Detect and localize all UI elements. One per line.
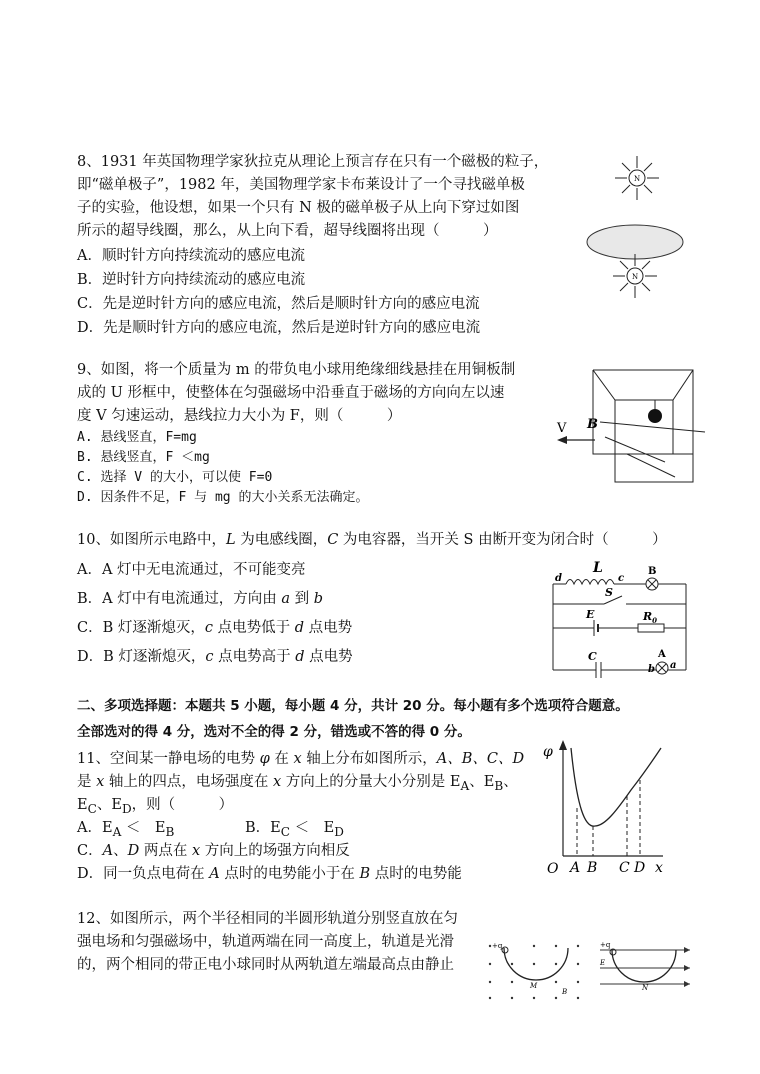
q10-capacitor-label: C	[588, 650, 597, 663]
q11-option-d: D．同一负点电荷在 A 点时的电势能小于在 B 点时的电势能	[77, 866, 462, 882]
q11-origin: O	[547, 861, 559, 877]
q10-point-b: b	[648, 664, 655, 675]
coil-branch	[553, 560, 686, 590]
q11-point-b: B	[587, 860, 598, 876]
q8-n-label-bottom: N	[632, 273, 639, 281]
q12-field-b: B	[562, 988, 568, 996]
q12-track-figure-electric	[598, 938, 693, 1003]
q10-option-c: C．B 灯逐渐熄灭，c 点电势低于 d 点电势	[77, 620, 353, 636]
q9-option-d: D. 因条件不足，F 与 mg 的大小关系无法确定。	[77, 490, 369, 505]
q10-point-a: a	[670, 660, 677, 671]
q8-stem-line-3: 子的实验，他设想，如果一个只有 N 极的磁单极子从上向下穿过如图	[77, 200, 520, 216]
q10-switch-label: S	[605, 586, 613, 599]
q10-option-b: B．A 灯中有电流通过，方向由 a 到 b	[77, 591, 324, 607]
q9-field-label: B	[587, 417, 598, 432]
monopole-top	[615, 156, 659, 200]
q10-emf-label: E	[586, 608, 595, 621]
q11-point-c: C	[619, 860, 630, 876]
q10-point-d: d	[555, 573, 562, 584]
q11-stem-line-1: 11、空间某一静电场的电势 φ 在 x 轴上分布如图所示，A、B、C、D	[77, 751, 525, 767]
battery-branch	[553, 608, 686, 636]
q11-stem-line-2: 是 x 轴上的四点，电场强度在 x 方向上的分量大小分别是 $E_A$、$E_B$、	[77, 774, 518, 793]
superconducting-ring	[587, 225, 683, 259]
q12-point-m: M	[530, 982, 538, 990]
q11-option-b: B．$E_C$ ＜ $E_D$	[245, 820, 344, 839]
q11-axis-x: x	[655, 860, 663, 876]
q10-option-d: D．B 灯逐渐熄灭，c 点电势高于 d 点电势	[77, 649, 353, 665]
q11-axis-phi: φ	[543, 744, 553, 760]
q12-track-figure-magnetic	[482, 938, 597, 1003]
q8-option-c: C．先是逆时针方向的感应电流，然后是顺时针方向的感应电流	[77, 296, 480, 312]
q8-stem-line-2: 即“磁单极子”，1982 年，美国物理学家卡布莱设计了一个寻找磁单极	[77, 177, 525, 193]
q12-point-n: N	[642, 984, 649, 992]
q10-inductor-label: L	[593, 560, 603, 576]
q8-n-label-top: N	[634, 175, 641, 183]
q10-point-c: c	[618, 573, 625, 584]
q8-stem-line-1: 8、1931 年英国物理学家狄拉克从理论上预言存在只有一个磁极的粒子，	[77, 154, 549, 170]
q9-velocity-label: V	[557, 421, 567, 436]
q12-field-e: E	[600, 959, 606, 967]
q10-circuit-figure	[548, 560, 693, 675]
q8-option-b: B．逆时针方向持续流动的感应电流	[77, 272, 306, 288]
capacitor-branch	[553, 649, 686, 678]
q10-option-a: A．A 灯中无电流通过，不可能变亮	[77, 562, 306, 578]
section2-heading-line-2: 全部选对的得 4 分，选对不全的得 2 分，错选或不答的得 0 分。	[77, 724, 471, 740]
q8-monopole-figure	[585, 150, 695, 325]
q12-stem-line-2: 强电场和匀强磁场中，轨道两端在同一高度上，轨道是光滑	[77, 934, 454, 950]
q12-stem-line-3: 的，两个相同的带正电小球同时从两轨道左端最高点由静止	[77, 957, 454, 973]
q11-point-d: D	[634, 860, 646, 876]
q9-option-b: B. 悬线竖直，F ＜mg	[77, 450, 210, 465]
section2-heading-line-1: 二、多项选择题：本题共 5 小题，每小题 4 分，共计 20 分。每小题有多个选项符合题意。	[77, 698, 629, 714]
switch-branch	[553, 586, 686, 604]
q10-resistor-label: $R_0$	[643, 610, 658, 625]
q9-u-frame-figure	[555, 362, 710, 487]
q11-stem-line-3: $E_C$、$E_D$，则（ ）	[77, 797, 234, 816]
q9-option-a: A. 悬线竖直，F=mg	[77, 430, 197, 445]
q11-option-c: C．A、D 两点在 x 方向上的场强方向相反	[77, 843, 350, 859]
q9-stem-line-2: 成的 U 形框中，使整体在匀强磁场中沿垂直于磁场的方向向左以速	[77, 385, 505, 401]
q12-charge-label-1: +q	[492, 942, 503, 950]
monopole-bottom	[613, 254, 657, 298]
q12-stem-line-1: 12、如图所示，两个半径相同的半圆形轨道分别竖直放在匀	[77, 911, 458, 927]
q9-option-c: C. 选择 V 的大小，可以使 F=0	[77, 470, 273, 485]
potential-curve	[571, 748, 661, 826]
q9-stem-line-1: 9、如图，将一个质量为 m 的带负电小球用绝缘细线悬挂在用铜板制	[77, 362, 516, 378]
q11-option-a: A．$E_A$ ＜ $E_B$	[77, 820, 175, 839]
q8-option-d: D．先是顺时针方向的感应电流，然后是逆时针方向的感应电流	[77, 320, 481, 336]
q10-lamp-a-label: A	[658, 649, 666, 660]
q11-potential-graph	[545, 738, 675, 878]
q11-point-a: A	[570, 860, 581, 876]
q8-option-a: A．顺时针方向持续流动的感应电流	[77, 248, 305, 264]
charged-ball	[648, 409, 662, 423]
q10-lamp-b-label: B	[648, 566, 657, 577]
q8-stem-line-4: 所示的超导线圈，那么，从上向下看，超导线圈将出现（ ）	[77, 223, 498, 239]
q10-stem: 10、如图所示电路中，L 为电感线圈，C 为电容器，当开关 S 由断开变为闭合时（ ）	[77, 532, 667, 548]
q9-stem-line-3: 度 V 匀速运动，悬线拉力大小为 F，则（ ）	[77, 408, 402, 424]
q12-charge-label-2: +q	[600, 941, 611, 949]
